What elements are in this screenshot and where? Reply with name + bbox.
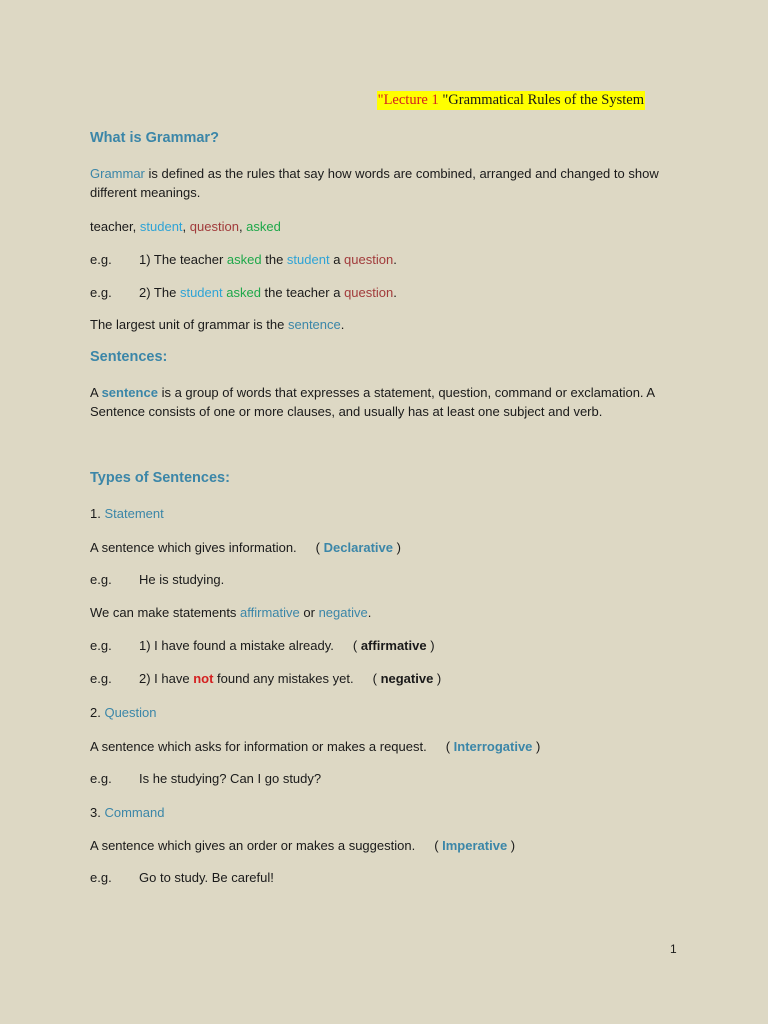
comma: , bbox=[238, 219, 247, 234]
heading-what-is-grammar: What is Grammar? bbox=[90, 130, 219, 146]
affirmative-example bbox=[90, 636, 650, 655]
example-text: the teacher a bbox=[260, 285, 345, 300]
title-text: "Grammatical Rules of the System bbox=[438, 92, 644, 108]
word-teacher: teacher bbox=[90, 219, 133, 234]
word-question: question bbox=[189, 219, 239, 234]
sentence-definition bbox=[90, 383, 656, 421]
question-description bbox=[90, 737, 650, 756]
type-tag-imperative: Imperative bbox=[442, 838, 508, 853]
word-asked: asked bbox=[226, 285, 261, 300]
example-text: the bbox=[261, 252, 287, 267]
eg-label: e.g. bbox=[90, 870, 112, 885]
example-2 bbox=[90, 283, 650, 302]
word-sentence: sentence bbox=[287, 317, 341, 332]
paren: ) bbox=[433, 671, 442, 686]
eg-label: e.g. bbox=[90, 285, 112, 300]
paren: ( bbox=[434, 838, 443, 853]
comma: , bbox=[132, 219, 140, 234]
statement-description bbox=[90, 538, 650, 557]
example-text: 1) I have found a mistake already. bbox=[139, 638, 334, 653]
definition-line-2: different meanings. bbox=[90, 185, 201, 200]
body-text: . bbox=[340, 317, 345, 332]
example-text: 2) I have bbox=[139, 671, 194, 686]
word-student: student bbox=[286, 252, 330, 267]
example-text: 2) The bbox=[139, 285, 180, 300]
list-number: 2. bbox=[90, 705, 105, 720]
definition-line-1: is a group of words that expresses a statement, question, command or exclamation. A bbox=[157, 385, 656, 400]
description-text: A sentence which asks for information or makes a request. bbox=[90, 739, 427, 754]
eg-label: e.g. bbox=[90, 671, 112, 686]
type-statement-heading bbox=[90, 504, 650, 523]
word-not: not bbox=[193, 671, 214, 686]
example-text: found any mistakes yet. bbox=[213, 671, 354, 686]
type-label: Question bbox=[104, 705, 157, 720]
statement-example bbox=[90, 570, 650, 589]
tag-negative: negative bbox=[380, 671, 434, 686]
grammar-definition bbox=[90, 164, 659, 202]
heading-sentences: Sentences: bbox=[90, 349, 168, 365]
heading-types-of-sentences: Types of Sentences: bbox=[90, 470, 230, 486]
title-lecture-label: Lecture 1 bbox=[383, 92, 439, 108]
eg-label: e.g. bbox=[90, 638, 112, 653]
grammar-term: Grammar bbox=[90, 166, 145, 181]
lecture-title bbox=[377, 92, 645, 109]
word-student: student bbox=[139, 219, 183, 234]
largest-unit-text bbox=[90, 315, 650, 334]
word-question: question bbox=[344, 252, 394, 267]
command-description bbox=[90, 836, 650, 855]
example-text: . bbox=[393, 285, 397, 300]
negative-example bbox=[90, 669, 650, 688]
body-text: or bbox=[299, 605, 319, 620]
list-number: 1. bbox=[90, 506, 105, 521]
type-command-heading bbox=[90, 803, 650, 822]
definition-line-1: is defined as the rules that say how words are combined, arranged and changed to show bbox=[144, 166, 659, 181]
sentence-term: sentence bbox=[101, 385, 158, 400]
paren: ) bbox=[532, 739, 541, 754]
tag-affirmative: affirmative bbox=[360, 638, 427, 653]
type-tag-declarative: Declarative bbox=[323, 540, 394, 555]
body-text: The largest unit of grammar is the bbox=[90, 317, 288, 332]
body-text: We can make statements bbox=[90, 605, 241, 620]
example-1 bbox=[90, 250, 650, 269]
eg-label: e.g. bbox=[90, 771, 112, 786]
word-affirmative: affirmative bbox=[240, 605, 300, 620]
paren: ( bbox=[445, 739, 454, 754]
question-example bbox=[90, 769, 650, 788]
definition-line-2: Sentence consists of one or more clauses, and usually has at least one subject and verb. bbox=[90, 404, 603, 419]
comma: , bbox=[182, 219, 190, 234]
paren: ( bbox=[352, 638, 361, 653]
type-question-heading bbox=[90, 703, 650, 722]
example-text: He is studying. bbox=[139, 572, 225, 587]
example-text: . bbox=[393, 252, 397, 267]
word-asked: asked bbox=[226, 252, 262, 267]
word-negative: negative bbox=[318, 605, 368, 620]
type-tag-interrogative: Interrogative bbox=[453, 739, 533, 754]
list-number: 3. bbox=[90, 805, 105, 820]
word-student: student bbox=[179, 285, 223, 300]
type-label: Statement bbox=[104, 506, 164, 521]
affirmative-negative-text bbox=[90, 603, 650, 622]
description-text: A sentence which gives information. bbox=[90, 540, 297, 555]
example-text: Is he studying? Can I go study? bbox=[139, 771, 322, 786]
eg-label: e.g. bbox=[90, 252, 112, 267]
paren: ) bbox=[507, 838, 516, 853]
paren: ( bbox=[315, 540, 324, 555]
body-text: . bbox=[367, 605, 372, 620]
page-number: 1 bbox=[670, 942, 677, 956]
word-list bbox=[90, 217, 650, 236]
eg-label: e.g. bbox=[90, 572, 112, 587]
paren: ( bbox=[372, 671, 381, 686]
description-text: A sentence which gives an order or makes a suggestion. bbox=[90, 838, 416, 853]
title-open-quote: " bbox=[377, 92, 384, 108]
example-text: Go to study. Be careful! bbox=[139, 870, 274, 885]
example-text: a bbox=[329, 252, 345, 267]
word-asked: asked bbox=[246, 219, 281, 234]
paren: ) bbox=[393, 540, 401, 555]
example-text: 1) The teacher bbox=[139, 252, 227, 267]
word-question: question bbox=[344, 285, 394, 300]
type-label: Command bbox=[104, 805, 165, 820]
paren: ) bbox=[426, 638, 435, 653]
body-text: A bbox=[90, 385, 102, 400]
command-example bbox=[90, 868, 650, 887]
